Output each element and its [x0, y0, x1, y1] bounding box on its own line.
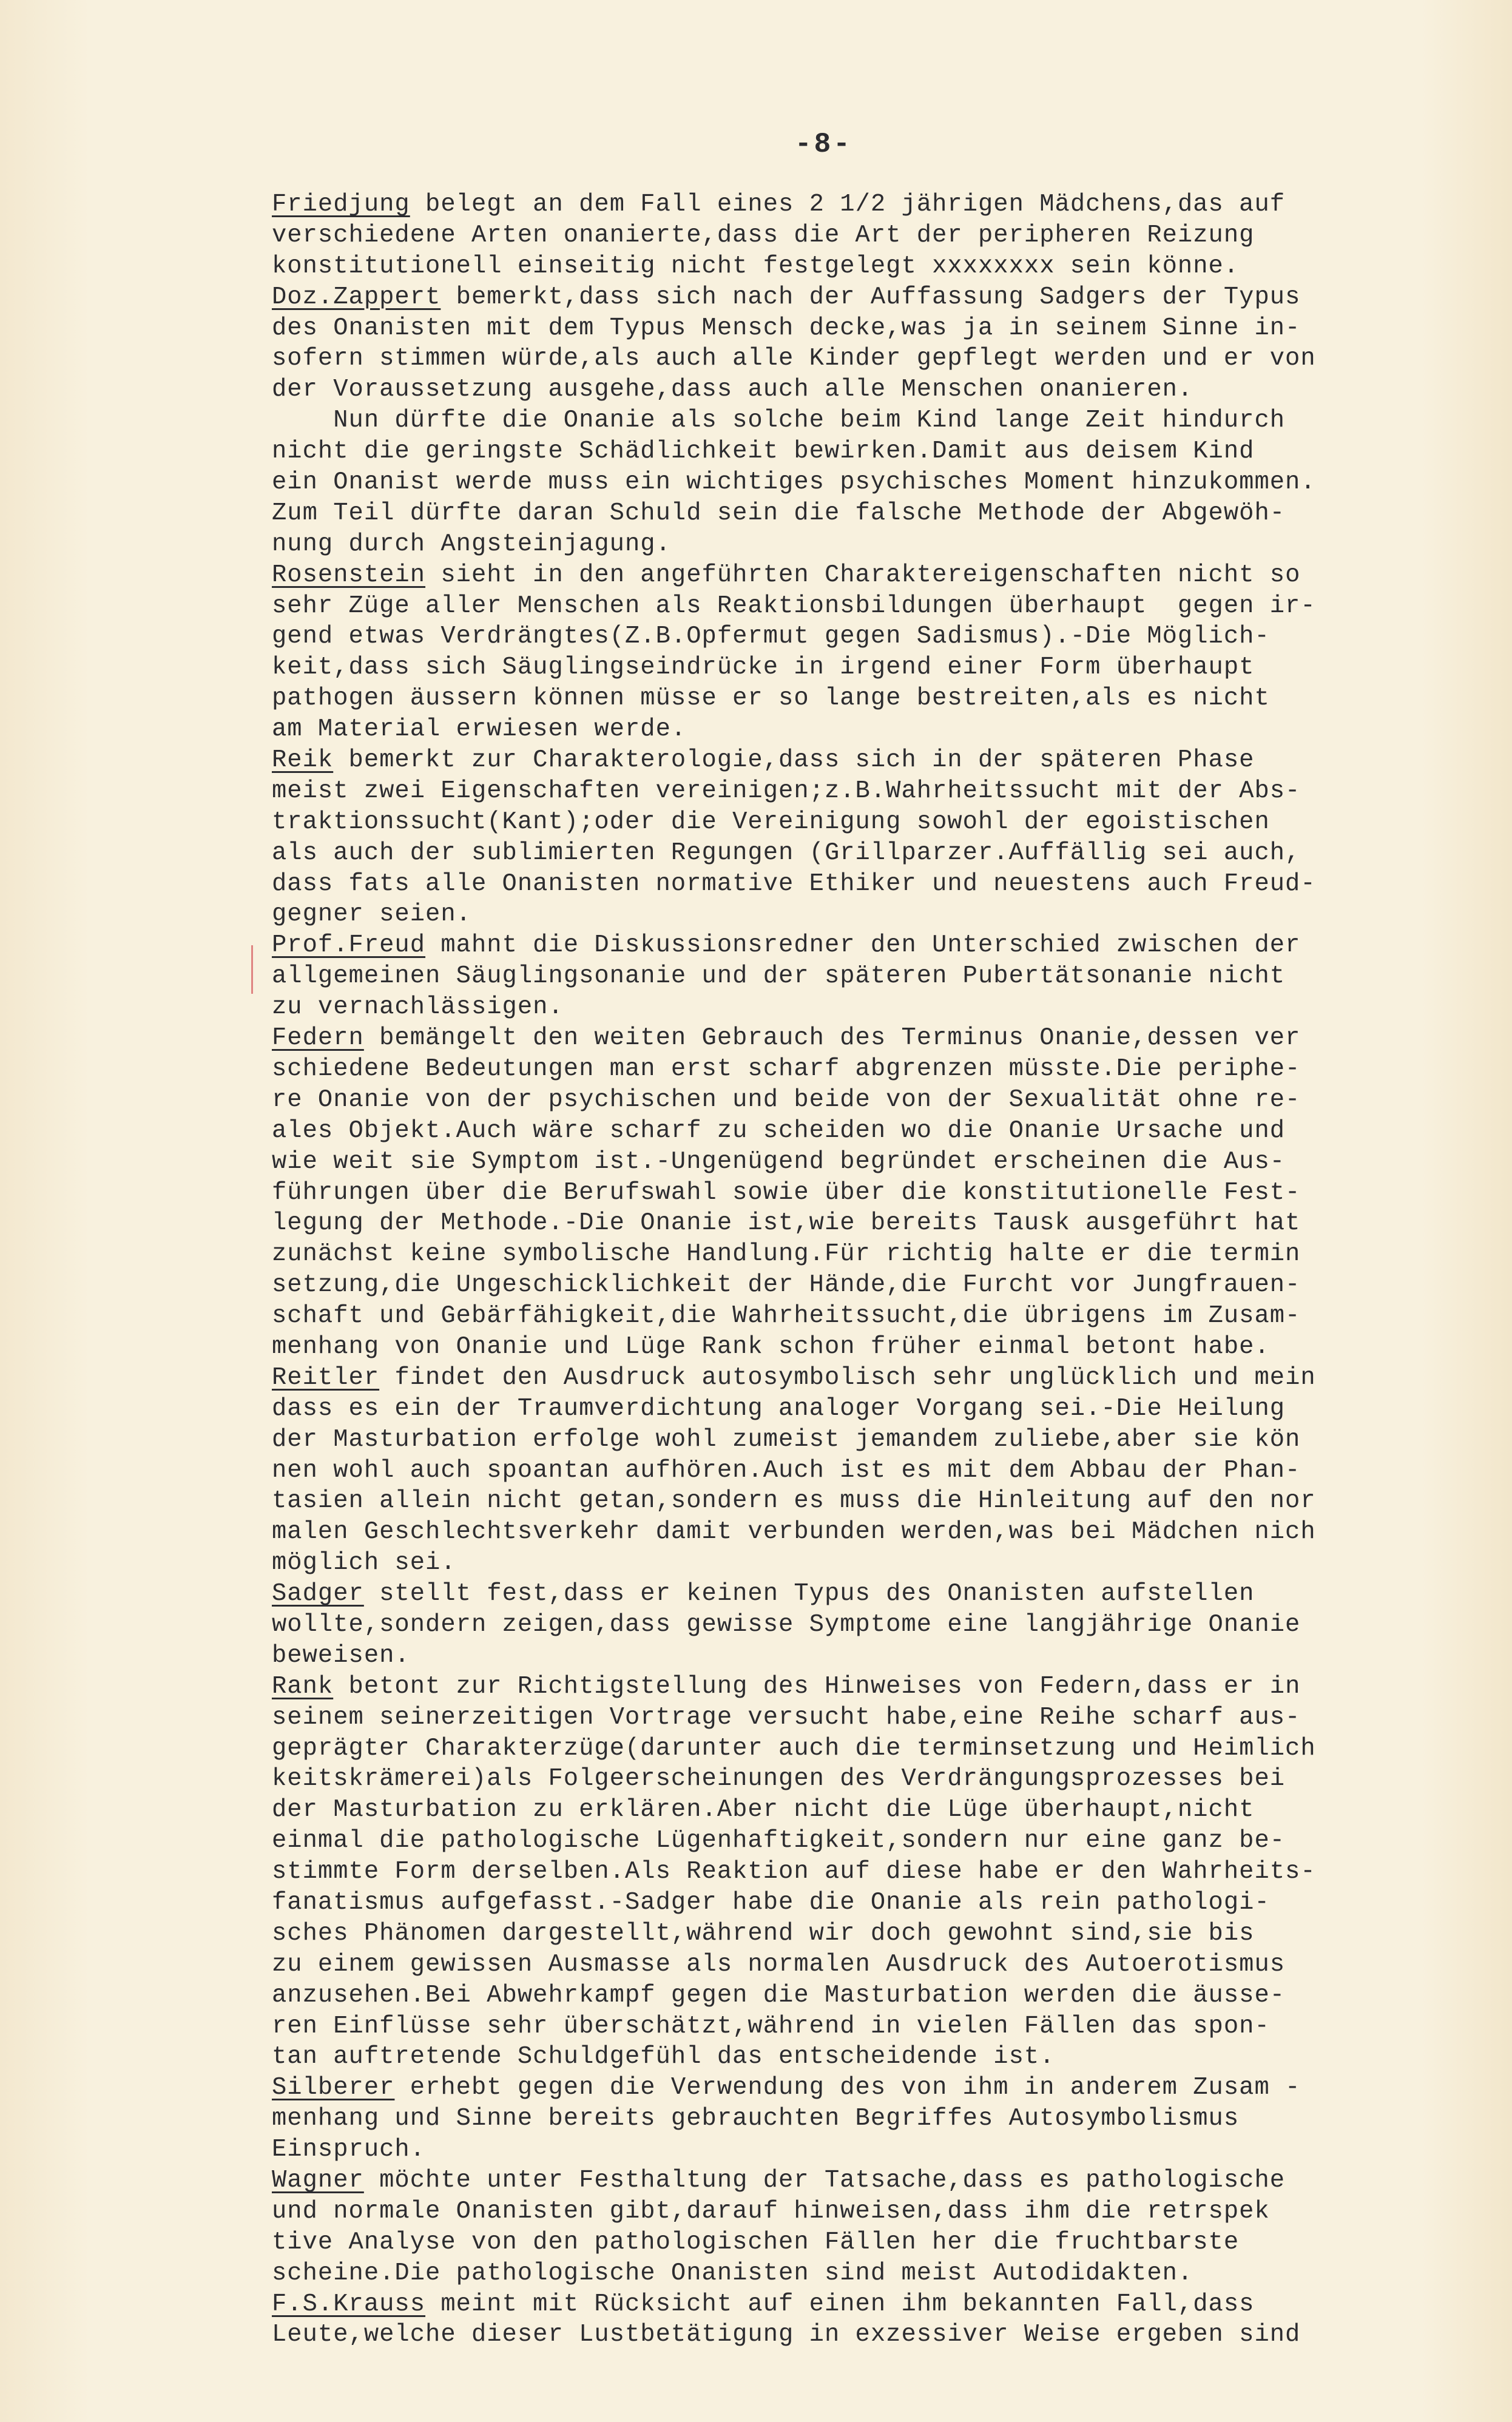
speaker-line [272, 2165, 1512, 2196]
speaker-line [272, 1023, 1512, 1054]
text-line [272, 1486, 1512, 1517]
text-line [272, 2011, 1512, 2042]
line-text: konstitutionell einseitig nicht festgelegt xxxxxxxx sein könne. [272, 252, 1240, 280]
line-text: zu einem gewissen Ausmasse als normalen Ausdruck des Autoerotismus [272, 1950, 1286, 1978]
line-text: sches Phänomen dargestellt,während wir doch gewohnt sind,sie bis [272, 1919, 1255, 1948]
line-text: Nun dürfte die Onanie als solche beim Kind lange Zeit hindurch [272, 406, 1286, 435]
line-text: bemerkt,dass sich nach der Auffassung Sadgers der Typus [440, 283, 1301, 311]
text-line [272, 1178, 1512, 1209]
text-line [272, 1918, 1512, 1949]
line-text: tan auftretende Schuldgefühl das entscheidende ist. [272, 2043, 1055, 2071]
speaker-name: Reitler [272, 1363, 380, 1392]
line-text: möglich sei. [272, 1549, 456, 1577]
line-text: dass fats alle Onanisten normative Ethiker und neuestens auch Freud- [272, 869, 1316, 898]
text-line [272, 652, 1512, 683]
text-line [272, 1085, 1512, 1116]
text-line [272, 313, 1512, 344]
text-line [272, 2258, 1512, 2289]
speaker-name: Doz.Zappert [272, 283, 441, 311]
line-text: gend etwas Verdrängtes(Z.B.Opfermut gegen Sadismus).-Die Möglich- [272, 622, 1270, 651]
text-line [272, 374, 1512, 405]
text-line [272, 343, 1512, 374]
speaker-name: F.S.Krauss [272, 2290, 426, 2318]
line-text: allgemeinen Säuglingsonanie und der späteren Pubertätsonanie nicht [272, 962, 1286, 991]
text-line [272, 2103, 1512, 2134]
line-text: zunächst keine symbolische Handlung.Für richtig halte er die termin [272, 1240, 1301, 1269]
speaker-line [272, 930, 1512, 961]
text-line [272, 1301, 1512, 1332]
line-text: malen Geschlechtsverkehr damit verbunden werden,was bei Mädchen nich [272, 1518, 1316, 1547]
line-text: sofern stimmen würde,als auch alle Kinder gepflegt werden und er von [272, 345, 1316, 373]
text-line [272, 621, 1512, 652]
line-text: Zum Teil dürfte daran Schuld sein die falsche Methode der Abgewöh- [272, 499, 1286, 527]
speaker-line [272, 1579, 1512, 1610]
line-text: der Masturbation zu erklären.Aber nicht die Lüge überhaupt,nicht [272, 1796, 1255, 1824]
line-text: möchte unter Festhaltung der Tatsache,dass es pathologische [363, 2167, 1286, 2194]
line-text: re Onanie von der psychischen und beide von der Sexualität ohne re- [272, 1085, 1301, 1114]
line-text: nicht die geringste Schädlichkeit bewirken.Damit aus deisem Kind [272, 437, 1255, 466]
line-text: schaft und Gebärfähigkeit,die Wahrheitssucht,die übrigens im Zusam- [272, 1302, 1301, 1331]
speaker-name: Reik [272, 746, 334, 775]
text-line [272, 251, 1512, 282]
speaker-line [272, 2289, 1512, 2320]
text-line [272, 1733, 1512, 1764]
text-line [272, 1702, 1512, 1733]
text-line [272, 1826, 1512, 1857]
line-text: sieht in den angeführten Charaktereigenschaften nicht so [425, 561, 1301, 589]
text-line [272, 498, 1512, 529]
line-text: tasien allein nicht getan,sondern es muss die Hinleitung auf den nor [272, 1487, 1316, 1516]
line-text: ren Einflüsse sehr überschätzt,während in vielen Fällen das spon- [272, 2012, 1270, 2040]
text-line [272, 1517, 1512, 1548]
speaker-name: Wagner [272, 2167, 364, 2194]
line-text: meint mit Rücksicht auf einen ihm bekannten Fall,dass [425, 2290, 1255, 2318]
line-text: belegt an dem Fall eines 2 1/2 jährigen Mädchens,das auf [410, 191, 1286, 218]
line-text: schiedene Bedeutungen man erst scharf abgrenzen müsste.Die periphe- [272, 1054, 1301, 1083]
speaker-name: Rank [272, 1672, 334, 1701]
text-line [272, 1332, 1512, 1363]
line-text: Leute,welche dieser Lustbetätigung in exzessiver Weise ergeben sind [272, 2321, 1301, 2349]
line-text: verschiedene Arten onanierte,dass die Art der peripheren Reizung [272, 221, 1255, 249]
text-line [272, 1641, 1512, 1671]
text-line [272, 1054, 1512, 1085]
text-line [272, 1116, 1512, 1147]
text-line [272, 220, 1512, 251]
line-text: Einspruch. [272, 2136, 426, 2164]
text-line [272, 1208, 1512, 1239]
text-line [272, 776, 1512, 807]
line-text: seinem seinerzeitigen Vortrage versucht habe,eine Reihe scharf aus- [272, 1703, 1301, 1732]
line-text: zu vernachlässigen. [272, 993, 564, 1022]
line-text: nung durch Angsteinjagung. [272, 530, 671, 558]
speaker-name: Silberer [272, 2074, 395, 2102]
speaker-name: Rosenstein [272, 561, 426, 589]
line-text: stimmte Form derselben.Als Reaktion auf diese habe er den Wahrheits- [272, 1858, 1316, 1886]
line-text: scheine.Die pathologische Onanisten sind meist Autodidakten. [272, 2259, 1193, 2287]
line-text: pathogen äussern können müsse er so lange bestreiten,als es nicht [272, 684, 1270, 713]
line-text: bemängelt den weiten Gebrauch des Terminus Onanie,dessen ver [363, 1024, 1301, 1053]
text-line [272, 961, 1512, 992]
line-text: betont zur Richtigstellung des Hinweises von Federn,dass er in [333, 1672, 1301, 1701]
line-text: dass es ein der Traumverdichtung analoger Vorgang sei.-Die Heilung [272, 1394, 1286, 1423]
speaker-name: Sadger [272, 1580, 364, 1608]
text-line [272, 405, 1512, 436]
line-text: am Material erwiesen werde. [272, 715, 687, 744]
line-text: des Onanisten mit dem Typus Mensch decke,was ja in seinem Sinne in- [272, 314, 1301, 342]
line-text: bemerkt zur Charakterologie,dass sich in der späteren Phase [333, 746, 1255, 775]
text-line [272, 1857, 1512, 1887]
text-line [272, 1610, 1512, 1641]
text-line [272, 1980, 1512, 2011]
line-text: fanatismus aufgefasst.-Sadger habe die Onanie als rein pathologi- [272, 1888, 1270, 1917]
text-line [272, 2042, 1512, 2073]
speaker-line [272, 2073, 1512, 2103]
line-text: traktionssucht(Kant);oder die Vereinigung sowohl der egoistischen [272, 808, 1270, 836]
line-text: sehr Züge aller Menschen als Reaktionsbildungen überhaupt gegen ir- [272, 592, 1316, 620]
text-line [272, 529, 1512, 560]
text-line [272, 1239, 1512, 1270]
text-line [272, 436, 1512, 467]
line-text: der Voraussetzung ausgehe,dass auch alle Menschen onanieren. [272, 376, 1193, 404]
text-line [272, 1456, 1512, 1486]
text-line [272, 2319, 1512, 2350]
text-line [272, 899, 1512, 930]
text-line [272, 1394, 1512, 1425]
line-text: und normale Onanisten gibt,darauf hinweisen,dass ihm die retrspek [272, 2197, 1270, 2225]
text-line [272, 1764, 1512, 1795]
line-text: tive Analyse von den pathologischen Fällen her die fruchtbarste [272, 2228, 1240, 2256]
text-line [272, 1795, 1512, 1826]
speaker-line [272, 282, 1512, 313]
line-text: ales Objekt.Auch wäre scharf zu scheiden wo die Onanie Ursache und [272, 1116, 1286, 1145]
line-text: gegner seien. [272, 900, 471, 929]
speaker-name: Friedjung [272, 191, 410, 218]
speaker-name: Prof.Freud [272, 931, 426, 960]
line-text: menhang und Sinne bereits gebrauchten Begriffes Autosymbolismus [272, 2105, 1240, 2133]
line-text: mahnt die Diskussionsredner den Unterschied zwischen der [425, 931, 1301, 960]
line-text: anzusehen.Bei Abwehrkampf gegen die Masturbation werden die äusse- [272, 1981, 1286, 2009]
speaker-line [272, 745, 1512, 776]
line-text: der Masturbation erfolge wohl zumeist jemandem zuliebe,aber sie kön [272, 1425, 1301, 1454]
text-line [272, 683, 1512, 714]
text-line [272, 838, 1512, 869]
speaker-line [272, 189, 1512, 220]
line-text: wie weit sie Symptom ist.-Ungenügend begründet erscheinen die Aus- [272, 1147, 1286, 1176]
line-text: legung der Methode.-Die Onanie ist,wie bereits Tausk ausgeführt hat [272, 1209, 1301, 1238]
text-line [272, 807, 1512, 838]
text-line [272, 2134, 1512, 2165]
text-line [272, 869, 1512, 900]
line-text: erhebt gegen die Verwendung des von ihm in anderem Zusam - [394, 2074, 1301, 2102]
line-text: beweisen. [272, 1641, 410, 1670]
page-number: -8- [795, 129, 852, 160]
text-line [272, 1147, 1512, 1178]
discussion-text [272, 189, 1512, 2350]
line-text: geprägter Charakterzüge(darunter auch die terminsetzung und Heimlich [272, 1734, 1316, 1763]
speaker-name: Federn [272, 1024, 364, 1053]
text-line [272, 2196, 1512, 2227]
text-line [272, 2227, 1512, 2258]
text-line [272, 1548, 1512, 1579]
line-text: stellt fest,dass er keinen Typus des Onanisten aufstellen [363, 1580, 1255, 1608]
line-text: menhang von Onanie und Lüge Rank schon früher einmal betont habe. [272, 1332, 1270, 1361]
speaker-line [272, 1671, 1512, 1702]
text-line [272, 1887, 1512, 1918]
line-text: meist zwei Eigenschaften vereinigen;z.B.Wahrheitssucht mit der Abs- [272, 777, 1301, 805]
text-line [272, 714, 1512, 745]
speaker-line [272, 1363, 1512, 1394]
line-text: findet den Ausdruck autosymbolisch sehr unglücklich und mein [379, 1363, 1316, 1392]
line-text: als auch der sublimierten Regungen (Grillparzer.Auffällig sei auch, [272, 838, 1301, 867]
line-text: setzung,die Ungeschicklichkeit der Hände,die Furcht vor Jungfrauen- [272, 1271, 1301, 1300]
line-text: führungen über die Berufswahl sowie über die konstitutionelle Fest- [272, 1178, 1301, 1207]
text-line [272, 1425, 1512, 1456]
line-text: nen wohl auch spoantan aufhören.Auch ist es mit dem Abbau der Phan- [272, 1456, 1301, 1485]
text-line [272, 992, 1512, 1023]
line-text: keit,dass sich Säuglingseindrücke in irgend einer Form überhaupt [272, 653, 1255, 682]
text-line [272, 591, 1512, 622]
line-text: wollte,sondern zeigen,dass gewisse Symptome eine langjährige Onanie [272, 1610, 1301, 1639]
line-text: einmal die pathologische Lügenhaftigkeit,sondern nur eine ganz be- [272, 1827, 1286, 1855]
speaker-line [272, 560, 1512, 591]
line-text: ein Onanist werde muss ein wichtiges psychisches Moment hinzukommen. [272, 468, 1316, 497]
text-line [272, 1949, 1512, 1980]
text-line [272, 1270, 1512, 1301]
text-line [272, 467, 1512, 498]
margin-mark [251, 945, 253, 994]
line-text: keitskrämerei)als Folgeerscheinungen des Verdrängungsprozesses bei [272, 1765, 1286, 1793]
